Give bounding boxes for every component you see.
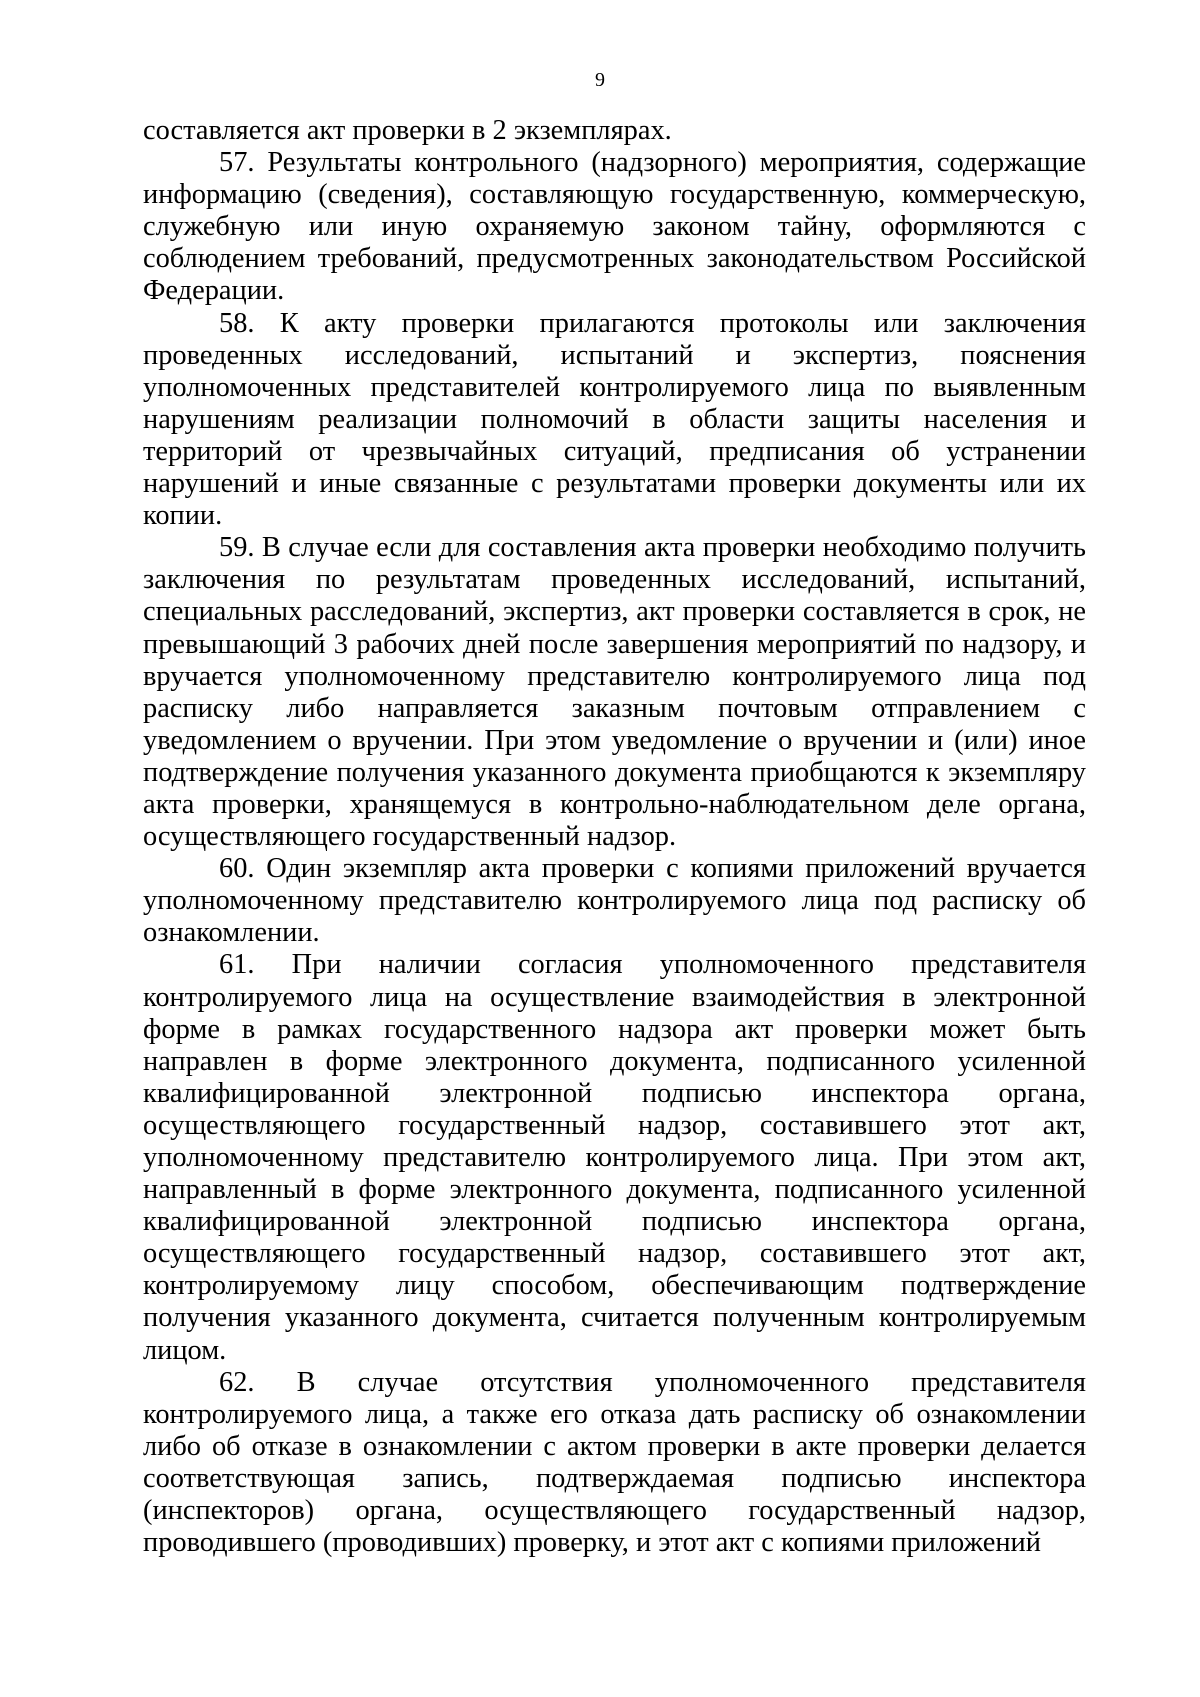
page-number: 9 bbox=[595, 69, 605, 91]
paragraph-60: 60. Один экземпляр акта проверки с копиями приложений вручается уполномоченному представителю контролируемого лица под расписку об ознакомлении. bbox=[143, 853, 1086, 949]
paragraph-57: 57. Результаты контрольного (надзорного) мероприятия, содержащие информацию (сведения), составляющую государственную, коммерческую, служебную или иную охраняемую законом тайну, оформляются с соблюдением требований, предусмотренных законодательством Российской Федерации. bbox=[143, 147, 1086, 307]
paragraph-62: 62. В случае отсутствия уполномоченного представителя контролируемого лица, а также его отказа дать расписку об ознакомлении либо об отказе в ознакомлении с актом проверки в акте проверки делается соответствующая запись, подтверждаемая подписью инспектора (инспекторов) органа, осуществляющего государственный надзор, проводившего (проводивших) проверку, и этот акт с копиями приложений bbox=[143, 1366, 1086, 1559]
paragraph-continuation: составляется акт проверки в 2 экземплярах. bbox=[143, 115, 672, 146]
document-body bbox=[143, 115, 1086, 1559]
paragraph-61: 61. При наличии согласия уполномоченного представителя контролируемого лица на осуществление взаимодействия в электронной форме в рамках государственного надзора акт проверки может быть направлен в форме электронного документа, подписанного усиленной квалифицированной электронной подписью инспектора органа, осуществляющего государственный надзор, составившего этот акт, уполномоченному представителю контролируемого лица. При этом акт, направленный в форме электронного документа, подписанного усиленной квалифицированной электронной подписью инспектора органа, осуществляющего государственный надзор, составившего этот акт, контролируемому лицу способом, обеспечивающим подтверждение получения указанного документа, считается полученным контролируемым лицом. bbox=[143, 949, 1086, 1366]
paragraph-59: 59. В случае если для составления акта проверки необходимо получить заключения по результатам проведенных исследований, испытаний, специальных расследований, экспертиз, акт проверки составляется в срок, не превышающий 3 рабочих дней после завершения мероприятий по надзору, и вручается уполномоченному представителю контролируемого лица под расписку либо направляется заказным почтовым отправлением с уведомлением о вручении. При этом уведомление о вручении и (или) иное подтверждение получения указанного документа приобщаются к экземпляру акта проверки, хранящемуся в контрольно-наблюдательном деле органа, осуществляющего государственный надзор. bbox=[143, 532, 1086, 853]
paragraph-58: 58. К акту проверки прилагаются протоколы или заключения проведенных исследований, испытаний и экспертиз, пояснения уполномоченных представителей контролируемого лица по выявленным нарушениям реализации полномочий в области защиты населения и территорий от чрезвычайных ситуаций, предписания об устранении нарушений и иные связанные с результатами проверки документы или их копии. bbox=[143, 307, 1086, 532]
